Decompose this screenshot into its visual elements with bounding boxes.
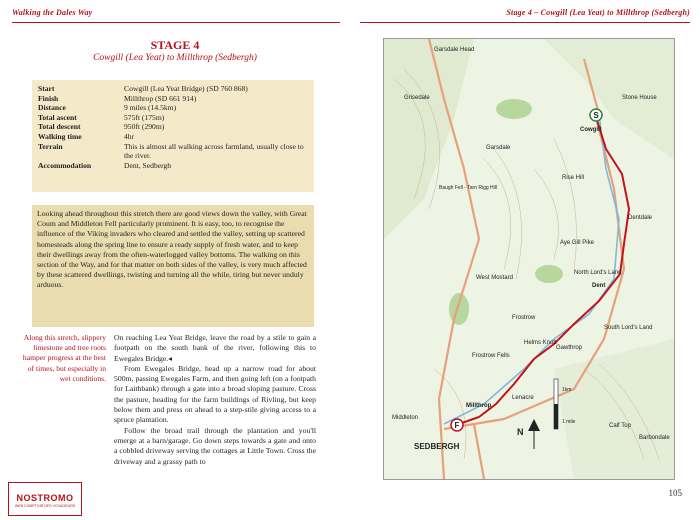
nostromo-logo: [8, 482, 82, 516]
fact-value: 575ft (175m): [124, 112, 165, 122]
place-label: Millthrop: [466, 403, 492, 409]
fact-value: This is almost all walking across farmland, usually close to the river.: [124, 141, 304, 161]
logo-name: NOSTROMO: [16, 493, 74, 503]
place-label: Calf Top: [609, 423, 631, 429]
fact-key: Total descent: [38, 122, 81, 132]
route-map: [383, 38, 675, 480]
fact-row-distance: [38, 103, 308, 113]
place-label: Frostrow Fells: [472, 353, 510, 359]
fact-key: Finish: [38, 93, 59, 103]
fact-key: Terrain: [38, 141, 63, 151]
fact-row-start: [38, 84, 308, 94]
fact-value: Millthrop (SD 661 914): [124, 93, 197, 103]
place-label: Grisedale: [404, 95, 430, 101]
place-label: SEDBERGH: [414, 442, 460, 451]
place-label: West Mostard: [476, 275, 513, 281]
right-running-head: Stage 4 – Cowgill (Lea Yeat) to Millthrop (Sedbergh): [506, 8, 690, 17]
left-running-head: Walking the Dales Way: [12, 8, 93, 17]
scale-km-label: 1km: [562, 387, 572, 393]
place-label: Dentdale: [628, 215, 653, 221]
place-label: Cowgill: [580, 127, 602, 133]
place-label: Rise Hill: [562, 175, 585, 181]
body-text: [114, 333, 316, 467]
place-label: Gawthrop: [556, 345, 583, 351]
fact-value: Dent, Sedbergh: [124, 160, 172, 170]
place-label: Lenacre: [512, 395, 534, 401]
place-label: North Lord's Land: [574, 270, 622, 276]
fact-value: Cowgill (Lea Yeat Bridge) (SD 760 868): [124, 84, 248, 93]
fact-value: 4hr: [124, 131, 135, 141]
woodland: [496, 99, 532, 119]
fact-row-terrain: [38, 142, 308, 161]
stage-title: STAGE 4: [150, 38, 200, 52]
fact-row-time: [38, 132, 308, 142]
fact-row-finish: [38, 94, 308, 104]
stage-facts-box: [32, 80, 314, 192]
body-paragraph: On reaching Lea Yeat Bridge, leave the road by a stile to gain a footpath on the south bank of the river, following this to Ewegales Bridge.◂: [114, 333, 316, 363]
body-paragraph: From Ewegales Bridge, head up a narrow road for about 500m, passing Ewegales Farm, and then going left (on a footpath for Laithbank) through a gate into a broad sloping pasture. Cross the pasture, heading for the farm buildings of Rivling, but keep below them and press on ahead to a step-stile giving access to a spruce plantation.: [114, 363, 316, 425]
scale-mile-label: 1 mile: [562, 419, 576, 425]
woodland: [535, 265, 563, 283]
woodland: [449, 293, 469, 325]
fact-key: Walking time: [38, 131, 82, 141]
body-paragraph: Follow the broad trail through the plantation and you'll emerge at a barn/garage. Go down steps towards a gate and onto a cobbled driveway serving the cottages at Little Town. Cross the driveway and a grassy path to: [114, 425, 316, 466]
fact-row-accommodation: [38, 161, 308, 171]
route-map-svg: [384, 39, 674, 479]
fact-value: 9 miles (14.5km): [124, 103, 177, 113]
sidenote: Along this stretch, slippery limestone and tree roots hamper progress at the best of times, but especially in wet conditions.: [22, 333, 106, 383]
place-label: South Lord's Land: [604, 325, 653, 331]
finish-marker-label: F: [454, 421, 460, 430]
place-label: Garsdale: [486, 145, 511, 151]
place-label: Barbondale: [639, 435, 670, 441]
stage-subtitle: Cowgill (Lea Yeat) to Millthrop (Sedbergh): [93, 53, 257, 63]
place-label: Garsdale Head: [434, 47, 475, 53]
place-label: Dent: [592, 283, 606, 289]
place-label: Helms Knott: [524, 340, 557, 346]
place-label: Stone House: [622, 95, 657, 101]
fact-value: 950ft (290m): [124, 122, 165, 132]
fact-key: Total ascent: [38, 112, 77, 122]
left-header-rule: [12, 22, 340, 23]
fact-key: Distance: [38, 103, 66, 113]
start-marker-label: S: [593, 111, 599, 120]
north-label: N: [517, 427, 524, 437]
place-label: Baugh Fell - Tarn Rigg Hill: [439, 185, 497, 191]
page-number: 105: [668, 488, 682, 498]
fact-row-descent: [38, 122, 308, 132]
fact-key: Start: [38, 84, 55, 93]
place-label: Middleton: [392, 415, 419, 421]
place-label: Aye Gill Pike: [560, 240, 594, 246]
intro-box: Looking ahead throughout this stretch there are good views down the valley, with Great Coum and Middleton Fell particularly prominent. It is easy, too, to recognise the influence of the Viking invaders who cleared and settled the valley, setting up scattered homesteads along the spring line to ensure a ready supply of fresh water, and to keep their dwellings away from the often-waterlogged valley bottoms. The walking on this section of the Way, and for that matter on both sides of the valley, is very much affected by these scattered dwellings, twisting and turning all the while, tiring but never unduly arduous.: [32, 205, 314, 327]
fact-key: Accommodation: [38, 160, 92, 170]
fact-row-ascent: [38, 113, 308, 123]
right-header-rule: [360, 22, 690, 23]
place-label: Frostrow: [512, 315, 536, 321]
logo-tagline: WEB COMPTOIR DES VOYAGEURS: [14, 504, 76, 508]
